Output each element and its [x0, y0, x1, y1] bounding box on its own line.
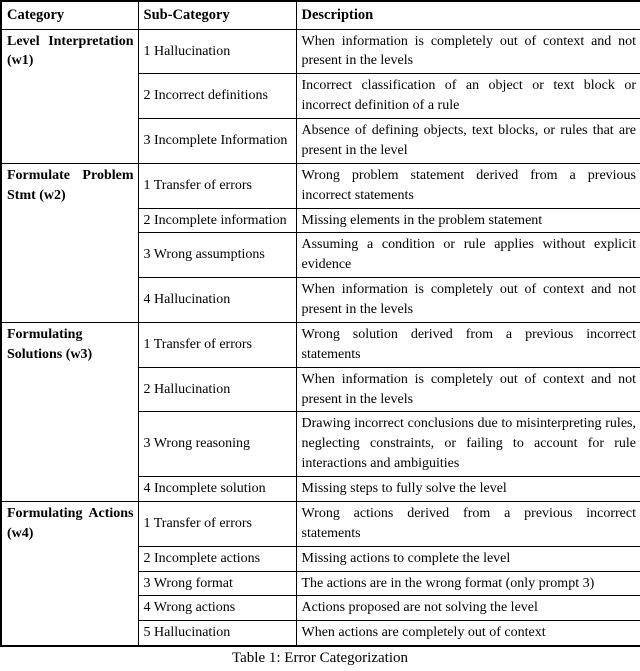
description-cell: The actions are in the wrong format (only prompt 3)	[296, 571, 640, 596]
description-cell: Wrong actions derived from a previous incorrect statements	[296, 501, 640, 546]
description-cell: Wrong solution derived from a previous incorrect statements	[296, 322, 640, 367]
subcategory-cell: 5 Hallucination	[138, 621, 296, 646]
subcategory-cell: 3 Incomplete Information	[138, 119, 296, 164]
description-cell: Absence of defining objects, text blocks, or rules that are present in the level	[296, 119, 640, 164]
description-cell: Missing steps to fully solve the level	[296, 477, 640, 502]
subcategory-cell: 3 Wrong reasoning	[138, 412, 296, 477]
description-cell: Drawing incorrect conclusions due to misinterpreting rules, neglecting constraints, or failing to account for rule interactions and ambiguities	[296, 412, 640, 477]
category-cell-w2: Formulate Problem Stmt (w2)	[1, 163, 138, 322]
subcategory-cell: 2 Incomplete information	[138, 208, 296, 233]
subcategory-cell: 3 Wrong assumptions	[138, 233, 296, 278]
description-cell: When actions are completely out of context	[296, 621, 640, 646]
subcategory-cell: 3 Wrong format	[138, 571, 296, 596]
description-cell: When information is completely out of context and not present in the levels	[296, 29, 640, 74]
category-cell-w4: Formulating Actions (w4)	[1, 501, 138, 646]
subcategory-cell: 1 Hallucination	[138, 29, 296, 74]
subcategory-cell: 2 Hallucination	[138, 367, 296, 412]
description-cell: Missing elements in the problem statement	[296, 208, 640, 233]
subcategory-cell: 4 Incomplete solution	[138, 477, 296, 502]
subcategory-cell: 2 Incorrect definitions	[138, 74, 296, 119]
header-category: Category	[1, 1, 138, 29]
description-cell: Assuming a condition or rule applies without explicit evidence	[296, 233, 640, 278]
subcategory-cell: 4 Hallucination	[138, 278, 296, 323]
header-description: Description	[296, 1, 640, 29]
table-caption: Table 1: Error Categorization	[232, 650, 408, 667]
category-cell-w3: Formulating Solutions (w3)	[1, 322, 138, 501]
subcategory-cell: 1 Transfer of errors	[138, 501, 296, 546]
table-row	[1, 29, 640, 74]
subcategory-cell: 1 Transfer of errors	[138, 163, 296, 208]
table-row	[1, 163, 640, 208]
description-cell: When information is completely out of context and not present in the levels	[296, 367, 640, 412]
description-cell: Wrong problem statement derived from a previous incorrect statements	[296, 163, 640, 208]
subcategory-cell: 1 Transfer of errors	[138, 322, 296, 367]
description-cell: Incorrect classification of an object or text block or incorrect definition of a rule	[296, 74, 640, 119]
table-row	[1, 501, 640, 546]
table-header-row	[1, 1, 640, 29]
description-cell: Actions proposed are not solving the level	[296, 596, 640, 621]
subcategory-cell: 2 Incomplete actions	[138, 546, 296, 571]
subcategory-cell: 4 Wrong actions	[138, 596, 296, 621]
table-row	[1, 322, 640, 367]
header-sub-category: Sub-Category	[138, 1, 296, 29]
description-cell: Missing actions to complete the level	[296, 546, 640, 571]
category-cell-w1: Level Interpretation (w1)	[1, 29, 138, 163]
description-cell: When information is completely out of context and not present in the levels	[296, 278, 640, 323]
